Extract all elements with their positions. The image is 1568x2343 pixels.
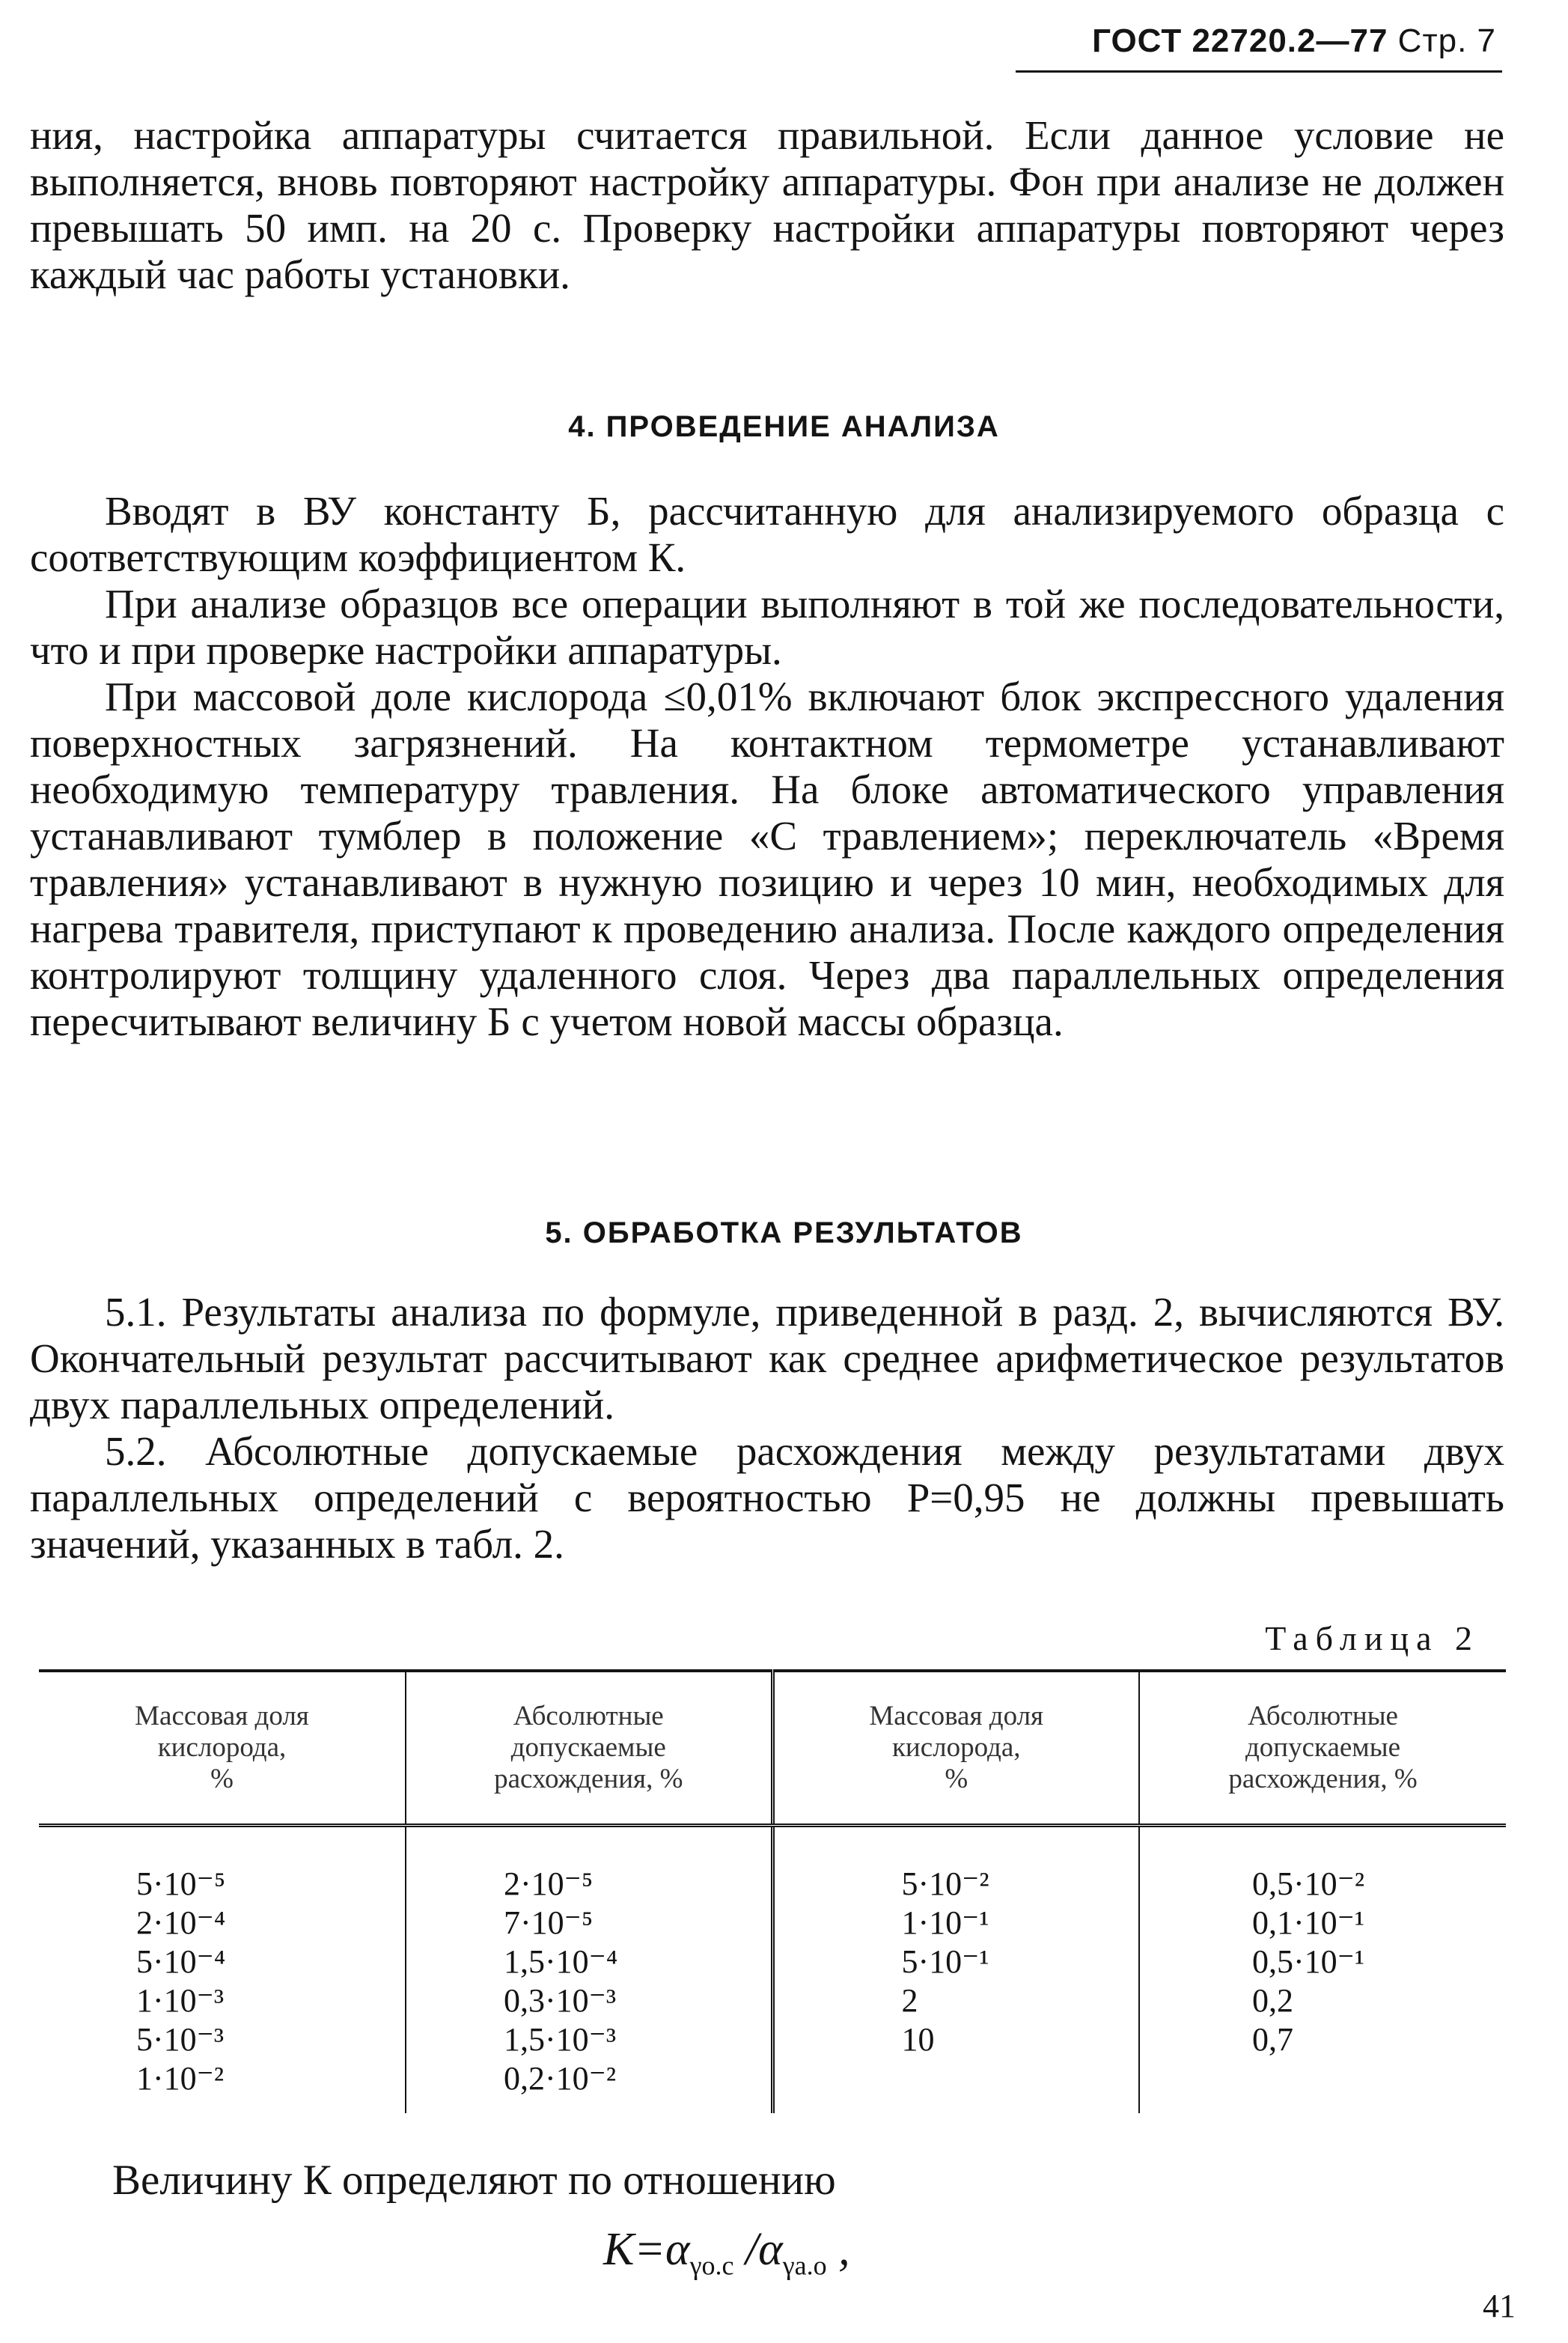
header-rule bbox=[1016, 70, 1502, 73]
table-cell: 0,2·10⁻² bbox=[504, 2060, 617, 2097]
table-caption: Таблица 2 bbox=[1265, 1619, 1480, 1657]
intro-text: ния, настройка аппаратуры считается правильной. Если данное условие не выполняется, вновь повторяют настройку аппаратуры. Фон при анализе не должен превышать 50 имп. на 20 с. Проверку настройки аппаратуры повторяют через каждый час работы установки. bbox=[30, 112, 1504, 297]
standard-number: ГОСТ 22720.2—77 bbox=[1092, 22, 1388, 59]
table-cell: 1·10⁻³ bbox=[136, 1982, 225, 2019]
intro-paragraph bbox=[30, 112, 1504, 298]
page-number: 41 bbox=[1483, 2288, 1516, 2324]
column-tolerance-2 bbox=[1139, 1826, 1506, 2114]
section-5-heading: 5. ОБРАБОТКА РЕЗУЛЬТАТОВ bbox=[545, 1216, 1023, 1249]
section-5-paragraph-1: 5.1. Результаты анализа по формуле, приведенной в разд. 2, вычисляются ВУ. Окончательный результат рассчитывают как среднее арифметическое результатов двух параллельных определений. bbox=[30, 1289, 1504, 1428]
table-cell: 2·10⁻⁵ bbox=[504, 1865, 594, 1902]
page-header bbox=[1092, 22, 1496, 60]
table-cell: 0,5·10⁻¹ bbox=[1252, 1943, 1365, 1980]
table-cell: 5·10⁻⁵ bbox=[136, 1865, 226, 1902]
section-4-paragraph-1: Вводят в ВУ константу Б, рассчитанную для анализируемого образца с соответствующим коэффициентом К. bbox=[30, 488, 1504, 580]
column-mass-fraction-2 bbox=[772, 1826, 1139, 2114]
table-cell: 5·10⁻⁴ bbox=[136, 1943, 226, 1980]
column-mass-fraction-1 bbox=[39, 1826, 406, 2114]
page-label: Стр. 7 bbox=[1397, 22, 1496, 59]
table-cell: 5·10⁻² bbox=[901, 1865, 989, 1902]
k-definition-text: Величину К определяют по отношению bbox=[112, 2157, 836, 2204]
table-row bbox=[39, 1826, 1506, 2114]
column-tolerance-1 bbox=[406, 1826, 772, 2114]
table-cell: 1·10⁻² bbox=[136, 2060, 225, 2097]
tolerance-table bbox=[39, 1669, 1506, 2113]
header-mass-fraction-1: Массовая доля кислорода, % bbox=[39, 1671, 406, 1826]
section-5-paragraph-2: 5.2. Абсолютные допускаемые расхождения между результатами двух параллельных определений с вероятностью Р=0,95 не должны превышать значений, указанных в табл. 2. bbox=[30, 1428, 1504, 1567]
table-cell: 0,7 bbox=[1252, 2021, 1293, 2058]
section-4-paragraph-2: При анализе образцов все операции выполняют в той же последовательности, что и при проверке настройки аппаратуры. bbox=[30, 581, 1504, 673]
table-cell: 10 bbox=[901, 2021, 935, 2058]
table-cell: 7·10⁻⁵ bbox=[504, 1904, 594, 1941]
header-tolerance-1: Абсолютные допускаемые расхождения, % bbox=[406, 1671, 772, 1826]
table-header-row bbox=[39, 1671, 1506, 1826]
table-cell: 0,2 bbox=[1252, 1982, 1293, 2019]
section-4-heading: 4. ПРОВЕДЕНИЕ АНАЛИЗА bbox=[568, 410, 1000, 443]
table-cell: 1,5·10⁻⁴ bbox=[504, 1943, 618, 1980]
table-cell: 0,3·10⁻³ bbox=[504, 1982, 617, 2019]
table-cell: 2·10⁻⁴ bbox=[136, 1904, 226, 1941]
table-cell: 5·10⁻¹ bbox=[901, 1943, 989, 1980]
table-cell: 0,5·10⁻² bbox=[1252, 1865, 1365, 1902]
table-cell: 0,1·10⁻¹ bbox=[1252, 1904, 1365, 1941]
section-5-body bbox=[30, 1289, 1504, 1567]
section-4-paragraph-3: При массовой доле кислорода ≤0,01% включают блок экспрессного удаления поверхностных загрязнений. На контактном термометре устанавливают необходимую температуру травления. На блоке автоматического управления устанавливают тумблер в положение «С травлением»; переключатель «Время травления» устанавливают в нужную позицию и через 10 мин, необходимых для нагрева травителя, приступают к проведению анализа. После каждого определения контролируют толщину удаленного слоя. Через два параллельных определения пересчитывают величину Б с учетом новой массы образца. bbox=[30, 674, 1504, 1044]
header-tolerance-2: Абсолютные допускаемые расхождения, % bbox=[1139, 1671, 1506, 1826]
table-cell: 1·10⁻¹ bbox=[901, 1904, 989, 1941]
table-cell: 5·10⁻³ bbox=[136, 2021, 225, 2058]
table-cell: 2 bbox=[901, 1982, 918, 2019]
k-formula: $К=\alpha_{\gamma о.с}$ $/\alpha_{\gamma а.о}$ , bbox=[603, 2224, 850, 2281]
section-4-body bbox=[30, 488, 1504, 1045]
table-cell: 1,5·10⁻³ bbox=[504, 2021, 617, 2058]
header-mass-fraction-2: Массовая доля кислорода, % bbox=[772, 1671, 1139, 1826]
